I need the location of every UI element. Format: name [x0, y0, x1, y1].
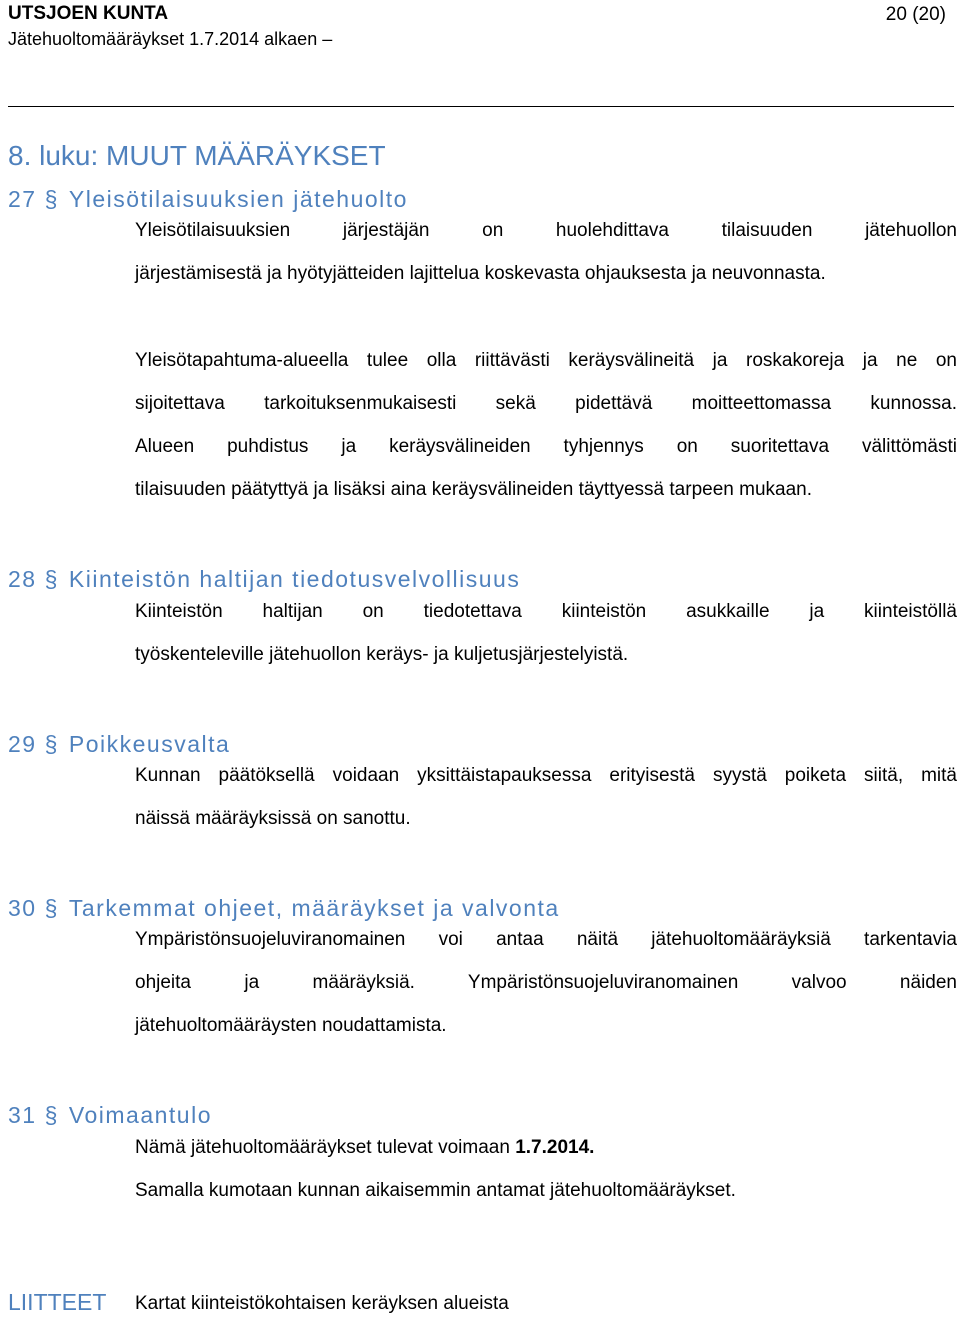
section-31-heading	[8, 1102, 212, 1129]
section-27-paragraph-1	[135, 209, 957, 295]
text-line: työskenteleville jätehuollon keräys- ja kuljetusjärjestelyistä.	[135, 644, 629, 665]
attachments-label: LIITTEET	[8, 1289, 107, 1315]
section-title: Voimaantulo	[68, 1102, 212, 1128]
section-31-paragraph	[135, 1126, 957, 1212]
text-line: tilaisuuden päätyttyä ja lisäksi aina keräysvälineiden täyttyessä tarpeen mukaan.	[135, 479, 812, 500]
section-28-paragraph	[135, 590, 957, 676]
text-line: Yleisötilaisuuksien järjestäjän on huolehdittava tilaisuuden jätehuollon	[135, 220, 957, 241]
text-line: Alueen puhdistus ja keräysvälineiden tyhjennys on suoritettava välittömästi	[135, 436, 957, 457]
text-line: sijoitettava tarkoituksenmukaisesti sekä pidettävä moitteettomassa kunnossa.	[135, 393, 957, 414]
section-symbol: §	[44, 895, 59, 921]
attachment-item: Kartat kiinteistökohtaisen keräyksen alueista	[135, 1293, 509, 1314]
section-title: Yleisötilaisuuksien jätehuolto	[68, 186, 408, 212]
section-28-heading	[8, 566, 520, 593]
section-number: 30	[8, 895, 37, 921]
document-subtitle: Jätehuoltomääräykset 1.7.2014 alkaen –	[8, 29, 333, 49]
header-divider	[8, 106, 954, 107]
section-number: 28	[8, 566, 37, 592]
text-line	[135, 1126, 957, 1169]
text-line: Kunnan päätöksellä voidaan yksittäistapauksessa erityisestä syystä poiketa siitä, mitä	[135, 765, 957, 786]
page-header	[8, 4, 332, 49]
organization-name: UTSJOEN KUNTA	[8, 3, 169, 24]
section-number: 29	[8, 731, 37, 757]
text-line: Kiinteistön haltijan on tiedotettava kiinteistön asukkaille ja kiinteistöllä	[135, 601, 957, 622]
text-line: järjestämisestä ja hyötyjätteiden lajittelua koskevasta ohjauksesta ja neuvonnasta.	[135, 263, 826, 284]
section-number: 27	[8, 186, 37, 212]
section-29-paragraph	[135, 754, 957, 840]
page-number: 20 (20)	[885, 4, 946, 25]
chapter-heading: 8. luku: MUUT MÄÄRÄYKSET	[8, 140, 386, 171]
section-symbol: §	[44, 566, 59, 592]
text-line: Ympäristönsuojeluviranomainen voi antaa näitä jätehuoltomääräyksiä tarkentavia	[135, 929, 957, 950]
text-line: Yleisötapahtuma-alueella tulee olla riittävästi keräysvälineitä ja roskakoreja ja ne on	[135, 350, 957, 371]
section-30-paragraph	[135, 918, 957, 1047]
section-number: 31	[8, 1102, 37, 1128]
section-symbol: §	[44, 1102, 59, 1128]
section-symbol: §	[44, 731, 59, 757]
section-symbol: §	[44, 186, 59, 212]
section-27-paragraph-2	[135, 339, 957, 511]
text-line: jätehuoltomääräysten noudattamista.	[135, 1015, 447, 1036]
text-line: näissä määräyksissä on sanottu.	[135, 808, 411, 829]
text-line: ohjeita ja määräyksiä. Ympäristönsuojeluviranomainen valvoo näiden	[135, 972, 957, 993]
text-line: Samalla kumotaan kunnan aikaisemmin antamat jätehuoltomääräykset.	[135, 1180, 736, 1201]
effective-date: 1.7.2014.	[515, 1137, 595, 1158]
section-title: Kiinteistön haltijan tiedotusvelvollisuus	[68, 566, 521, 592]
effective-text: Nämä jätehuoltomääräykset tulevat voimaan	[135, 1137, 516, 1158]
section-title: Tarkemmat ohjeet, määräykset ja valvonta	[68, 895, 560, 921]
section-title: Poikkeusvalta	[68, 731, 231, 757]
